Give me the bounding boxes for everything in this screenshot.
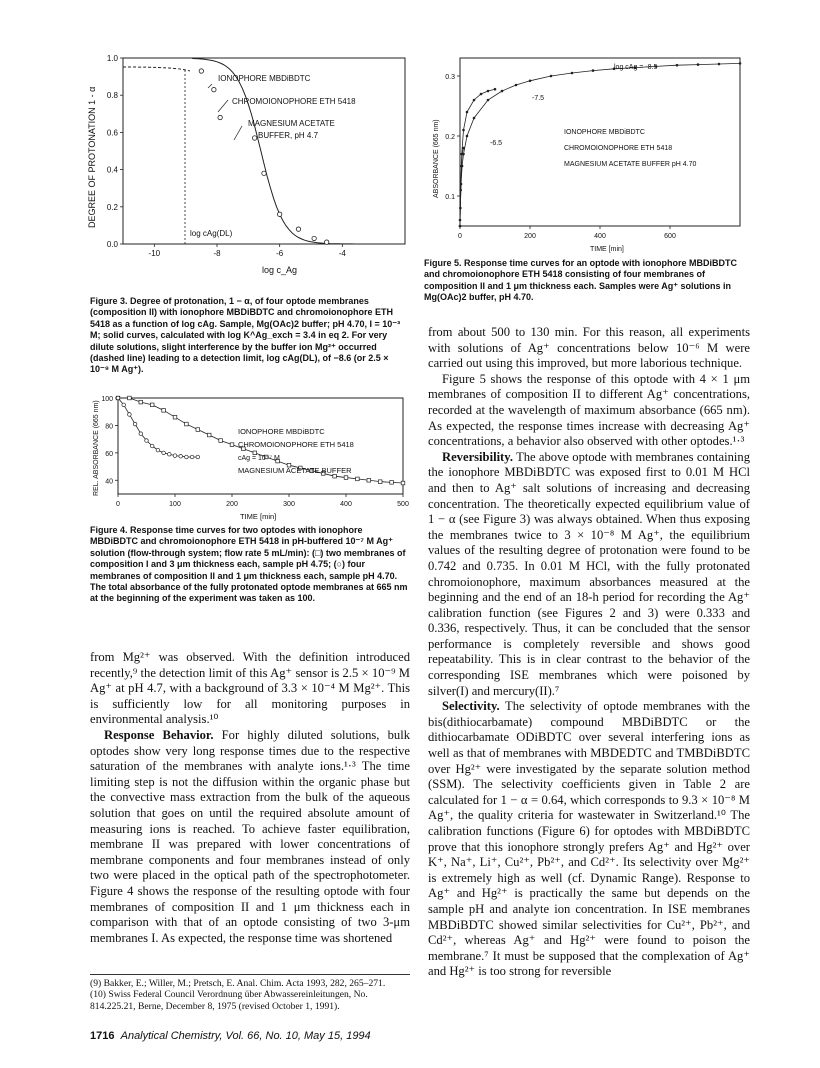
- fig5-data-point: [550, 75, 553, 78]
- figure-4-caption: [90, 525, 408, 605]
- x-tick-label: 0: [116, 501, 120, 508]
- right-para-3-text: The above optode with membranes containing the ionophore MBDiBDTC was exposed first to 0.01 M HCl and then to Ag⁺ salt solutions of increasing and decreasing concentration. The theoretically expected equilibrium value of 1 − α (see Figure 3) was always obtained. When thus exposing the membranes twice to 3 × 10⁻⁸ M Ag⁺, the equilibrium values of the resulting degree of protonation were found to be 0.742 and 0.735. In 0.01 M HCl, with the fully protonated chromoionophore, maximum absorbances measured at the beginning and the end of an 18-h period for recording the Ag⁺ calibration function (see Figures 2 and 3) were 0.333 and 0.336, respectively. Thus, it can be concluded that the sensor performance is completely reversible and shows good repeatability. This is in clear contrast to the behavior of the corresponding ISE membranes which were poisoned by silver(I) and mercury(II).⁷: [428, 449, 750, 698]
- fig4-circle-point: [190, 455, 194, 459]
- fig3-plot-frame: [123, 58, 405, 244]
- fig5-caption-text: Response time curves for an optode with ionophore MBDiBDTC and chromoionophore ETH 5418 consisting of four membranes of composition II and 1 μm thickness each. Samples were Ag⁺ solutions in Mg(OAc)2 buffer, pH 4.70.: [424, 258, 738, 303]
- fig5-data-point: [466, 135, 469, 138]
- fig4-square-point: [356, 477, 360, 481]
- heading-reversibility: Reversibility.: [442, 449, 514, 464]
- fig5-data-point: [459, 225, 462, 228]
- right-para-4-text: The selectivity of optode membranes with the bis(dithiocarbamate) compound MBDiBDTC or the dithiocarbamate ODiBDTC over several interfering ions as well as that of membranes with MBDEDTC and TMBDiBDTC over Hg²⁺ were investigated by the separate solution method (SSM). The selectivity coefficients given in Table 2 are calculated for 1 − α = 0.64, which corresponds to 9.3 × 10⁻⁸ M Ag⁺, the quality criteria for wastewater in Switzerland.¹⁰ The calibration functions (Figure 6) for optodes with MBDiBDTC prove that this ionophore strongly prefers Ag⁺ and Hg²⁺ over K⁺, Na⁺, Li⁺, Cu²⁺, Pb²⁺, and Cd²⁺. Its selectivity over Mg²⁺ is extremely high as well (cf. Dynamic Range). Response to Ag⁺ and Hg²⁺ is practically the same but depends on the sample pH and analyte ion concentration. In ISE membranes MBDiBDTC showed similar selectivities for Cu²⁺, Pb²⁺, and Cd²⁺, whereas Ag⁺ and Hg²⁺ were found to poison the membrane.⁷ It must be supposed that the complexation of Ag⁺ and Hg²⁺ is too strong for reversible: [428, 699, 750, 979]
- figure-5-caption: [424, 258, 750, 304]
- y-tick-label: 0.2: [106, 202, 118, 212]
- fig5-xlabel: TIME [min]: [590, 246, 624, 253]
- figure-4-chart: [90, 394, 410, 522]
- y-tick-label: 0.4: [106, 165, 118, 175]
- x-tick-label: 100: [169, 501, 181, 508]
- fig4-circle-point: [185, 455, 189, 459]
- fig3-leader-3: [234, 126, 242, 140]
- fig4-circle-point: [196, 455, 200, 459]
- fig4-annot-chromo: CHROMOIONOPHORE ETH 5418: [238, 440, 354, 449]
- fig5-data-point: [480, 93, 483, 96]
- fig5-data-point: [718, 63, 721, 66]
- x-tick-label: -10: [148, 249, 161, 258]
- figure-5-chart: [424, 48, 748, 256]
- fig4-caption-label: Figure 4.: [90, 525, 128, 535]
- fig3-data-point: [262, 171, 266, 175]
- y-tick-label: 0.2: [445, 134, 455, 141]
- left-column-text: [90, 650, 410, 946]
- fig4-square-point: [128, 396, 132, 400]
- fig5-series-line: [460, 89, 495, 220]
- fig3-annot-buffer: MAGNESIUM ACETATE: [248, 119, 335, 128]
- y-tick-label: 0.3: [445, 74, 455, 81]
- fig5-ylabel: ABSORBANCE (665 nm): [433, 119, 440, 198]
- fig3-dashed-curve: [123, 67, 190, 71]
- fig3-data-point: [296, 227, 300, 231]
- fig4-circle-point: [179, 454, 183, 458]
- page-number: 1716: [90, 1030, 115, 1042]
- fig3-leader-2: [218, 100, 228, 112]
- fig5-annot-85: log cAg = -8.5: [614, 64, 658, 71]
- fig3-ylabel: DEGREE OF PROTONATION 1 - α: [87, 86, 97, 228]
- fig4-square-point: [207, 433, 211, 437]
- x-tick-label: -6: [276, 249, 284, 258]
- fig3-data-point: [277, 212, 281, 216]
- y-tick-label: 1.0: [106, 54, 118, 63]
- fig3-data-point: [252, 136, 256, 140]
- fig5-data-point: [487, 90, 490, 93]
- fig3-annot-dl: log cAg(DL): [190, 229, 233, 238]
- fig4-circle-point: [116, 396, 120, 400]
- right-para-3: [428, 450, 750, 700]
- fig4-square-point: [150, 403, 154, 407]
- fig5-data-point: [529, 80, 532, 83]
- fig4-circle-point: [150, 444, 154, 448]
- fig4-caption-text: Response time curves for two optodes with ionophore MBDiBDTC and chromoionophore ETH 5418 in pH-buffered 10⁻⁷ M Ag⁺ solution (flow-through system; flow rate 5 mL/min): (□) two membranes of composition I and 3 μm thickness each, sample pH 4.75; (○) four membranes of composition II and 1 μm thickness each, sample pH 4.70. The total absorbance of the fully protonated optode membranes at 665 nm at the beginning of the experiment was taken as 100.: [90, 525, 408, 604]
- y-tick-label: 0.1: [445, 194, 455, 201]
- figure-3-chart: [87, 48, 410, 293]
- fig4-circle-point: [145, 439, 149, 443]
- fig3-data-point: [212, 87, 216, 91]
- fig3-xlabel: log c_Ag: [262, 265, 298, 275]
- journal-citation: Analytical Chemistry, Vol. 66, No. 10, May 15, 1994: [120, 1030, 371, 1042]
- fig5-data-point: [487, 99, 490, 102]
- fig5-annot-65: -6.5: [490, 140, 503, 147]
- fig4-square-point: [219, 439, 223, 443]
- fig5-data-point: [462, 129, 465, 132]
- x-tick-label: -4: [338, 249, 346, 258]
- fig4-square-point: [230, 443, 234, 447]
- fig5-data-point: [473, 117, 476, 120]
- fig5-data-point: [592, 69, 595, 72]
- fig4-square-point: [196, 428, 200, 432]
- fig4-circle-point: [139, 432, 143, 436]
- x-tick-label: 0: [458, 233, 462, 240]
- fig5-data-point: [697, 63, 700, 66]
- y-tick-label: 100: [101, 396, 113, 403]
- fig3-data-point: [199, 69, 203, 73]
- fig4-square-point: [173, 415, 177, 419]
- fig3-leader-1: [208, 84, 212, 88]
- x-tick-label: -8: [213, 249, 221, 258]
- x-tick-label: 200: [226, 501, 238, 508]
- fig5-data-point: [462, 147, 465, 150]
- fig5-data-point: [459, 189, 462, 192]
- y-tick-label: 0.0: [106, 240, 118, 249]
- fig5-data-point: [676, 64, 679, 67]
- left-para-2-text: For highly diluted solutions, bulk optodes show very long response times due to the respective saturation of the membranes with analyte ions.¹·³ The time limiting step is not the diffusion within the organic phase but the convective mass extraction from the bulk of the aqueous solution that goes on until the required absolute amount of measuring ions is reached. To achieve faster equilibration, membrane II was prepared with lower concentrations of membrane components and four membranes instead of only two were placed in the optical path of the spectrophotometer. Figure 4 shows the response of the resulting optode with four membranes of composition II and 1 μm thickness each in comparison with that of an optode consisting of two 3-μm membranes I. As expected, the response time was shortened: [90, 727, 410, 945]
- fig4-circle-point: [122, 403, 126, 407]
- fig4-circle-point: [162, 451, 166, 455]
- x-tick-label: 200: [524, 233, 536, 240]
- figure-3-caption: [90, 296, 408, 376]
- x-tick-label: 400: [340, 501, 352, 508]
- right-column-text: [428, 325, 750, 980]
- fig3-caption-text: Degree of protonation, 1 − α, of four optode membranes (composition II) with ionophore MBDiBDTC and chromoionophore ETH 5418 as a function of log cAg. Sample, Mg(OAc)2 buffer; pH 4.70, I = 10⁻³ M; solid curves, calculated with log K^Ag_exch = 3.4 in eq 2. For very dilute solutions, slight interference by the buffer ion Mg²⁺ occurred (dashed line) leading to a detection limit, log cAg(DL), of −8.6 (or 2.5 × 10⁻⁹ M Ag⁺).: [90, 296, 401, 375]
- fig3-annot-ionophore: IONOPHORE MBDiBDTC: [218, 74, 311, 83]
- fig5-caption-label: Figure 5.: [424, 258, 462, 268]
- fig4-square-point: [401, 481, 405, 485]
- fig4-annot-buffer: MAGNESIUM ACETATE BUFFER: [238, 466, 352, 475]
- fig4-square-point: [390, 481, 394, 485]
- y-tick-label: 80: [105, 423, 113, 431]
- y-tick-label: 0.6: [106, 128, 118, 138]
- fig4-circle-point: [156, 448, 160, 452]
- fig4-annot-ionophore: IONOPHORE MBDiBDTC: [238, 427, 325, 436]
- fig4-xlabel: TIME [min]: [240, 512, 277, 521]
- fig5-data-point: [466, 111, 469, 114]
- heading-response-behavior: Response Behavior.: [104, 727, 214, 742]
- left-para-1: from Mg²⁺ was observed. With the definition introduced recently,⁹ the detection limit of this Ag⁺ sensor is 2.5 × 10⁻⁹ M Ag⁺ at pH 4.7, with a background of 3.3 × 10⁻⁴ M Mg²⁺. This is sufficiently low for all monitoring purposes in environmental analysis.¹⁰: [90, 650, 410, 727]
- footnotes: [90, 978, 410, 1012]
- fig5-data-point: [515, 84, 518, 87]
- x-tick-label: 400: [594, 233, 606, 240]
- heading-selectivity: Selectivity.: [442, 699, 500, 714]
- fig5-data-point: [494, 88, 497, 91]
- fig3-annot-ph: BUFFER, pH 4.7: [258, 131, 319, 140]
- x-tick-label: 300: [283, 501, 295, 508]
- fig5-data-point: [461, 153, 464, 156]
- fig3-solid-curve: [192, 58, 405, 244]
- x-tick-label: 500: [397, 501, 409, 508]
- fig4-circle-point: [133, 422, 137, 426]
- fig4-square-point: [185, 422, 189, 426]
- x-tick-label: 600: [664, 233, 676, 240]
- left-para-2: [90, 728, 410, 946]
- right-para-4: [428, 699, 750, 980]
- fig4-ylabel: REL. ABSORBANCE (665 nm): [93, 400, 100, 496]
- fig5-annot-buffer: MAGNESIUM ACETATE BUFFER pH 4.70: [564, 161, 697, 168]
- fig4-square-point: [344, 476, 348, 480]
- fig3-caption-label: Figure 3.: [90, 296, 128, 306]
- fig4-square-point: [367, 478, 371, 482]
- fig4-annot-conc: cAg = 10⁻⁷ M: [238, 455, 280, 462]
- y-tick-label: 0.8: [106, 91, 118, 101]
- fig4-square-point: [162, 409, 166, 413]
- fig5-annot-chromo: CHROMOIONOPHORE ETH 5418: [564, 145, 673, 152]
- fig4-square-point: [139, 400, 143, 404]
- fig4-circle-point: [173, 454, 177, 458]
- fig3-annot-chromo: CHROMOIONOPHORE ETH 5418: [232, 97, 356, 106]
- footnote-9: (9) Bakker, E.; Willer, M.; Pretsch, E. Anal. Chim. Acta 1993, 282, 265–271.: [90, 978, 386, 989]
- fig4-square-point: [378, 480, 382, 484]
- right-para-1: from about 500 to 130 min. For this reason, all experiments with solutions of Ag⁺ concentrations below 10⁻⁶ M were carried out using this improved, but more laborious technique.: [428, 325, 750, 371]
- fig5-data-point: [473, 99, 476, 102]
- footnote-rule: [90, 974, 410, 975]
- fig5-data-point: [571, 72, 574, 75]
- fig5-data-point: [739, 62, 742, 65]
- fig5-annot-75: -7.5: [532, 95, 545, 102]
- fig5-data-point: [460, 165, 463, 168]
- y-tick-label: 40: [105, 478, 113, 486]
- fig4-circle-point: [128, 413, 132, 417]
- fig3-data-point: [312, 236, 316, 240]
- right-para-2: Figure 5 shows the response of this optode with 4 × 1 μm membranes of composition II to different Ag⁺ concentrations, recorded at the wavelength of maximum absorbance (665 nm). As expected, the response times increase with decreasing Ag⁺ concentrations, a behavior also observed with other optodes.¹·³: [428, 371, 750, 449]
- fig4-circle-point: [168, 452, 172, 456]
- fig3-data-point: [218, 115, 222, 119]
- fig3-data-point: [324, 240, 328, 244]
- footnote-10: (10) Swiss Federal Council Verordnung über Abwassereinleitungen, No. 814.225.21, Berne, December 8, 1975 (revised October 1, 1991).: [90, 989, 368, 1012]
- fig5-annot-ionophore: IONOPHORE MBDiBDTC: [564, 129, 645, 136]
- fig5-data-point: [501, 90, 504, 93]
- page-footer: [90, 1030, 371, 1042]
- y-tick-label: 60: [105, 450, 113, 458]
